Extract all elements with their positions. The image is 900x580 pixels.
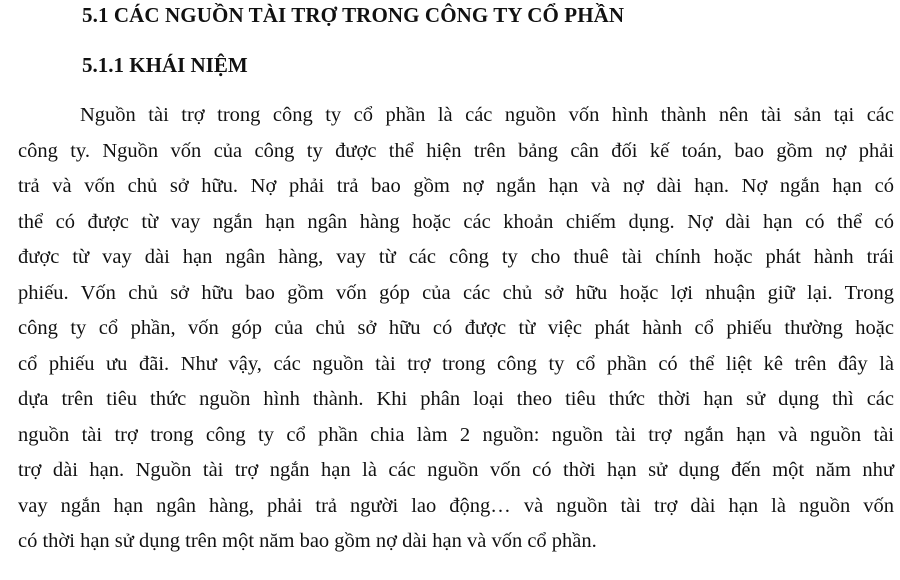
section-title: 5.1 CÁC NGUỒN TÀI TRỢ TRONG CÔNG TY CỔ PHẦN — [82, 3, 625, 27]
paragraph-line: Nguồn tài trợ trong công ty cổ phần là các nguồn vốn hình thành nên tài sản tại các — [80, 104, 894, 126]
paragraph-line: dựa trên tiêu thức nguồn hình thành. Khi phân loại theo tiêu thức thời hạn sử dụng thì các — [18, 388, 894, 410]
body-paragraph — [18, 98, 894, 560]
paragraph-line: cổ phiếu ưu đãi. Như vậy, các nguồn tài trợ trong công ty cổ phần có thể liệt kê trên đây là — [18, 352, 894, 375]
paragraph-line: vay ngắn hạn ngân hàng, phải trả người lao động… và nguồn tài trợ dài hạn là nguồn vốn — [18, 494, 894, 517]
paragraph-line: thể có được từ vay ngắn hạn ngân hàng hoặc các khoản chiếm dụng. Nợ dài hạn có thể có — [18, 210, 894, 233]
paragraph-line: công ty. Nguồn vốn của công ty được thể hiện trên bảng cân đối kế toán, bao gồm nợ phải — [18, 139, 894, 162]
subsection-title: 5.1.1 KHÁI NIỆM — [82, 53, 248, 77]
paragraph-line: có thời hạn sử dụng trên một năm bao gồm nợ dài hạn và vốn cổ phần. — [18, 530, 597, 552]
paragraph-line: phiếu. Vốn chủ sở hữu bao gồm vốn góp của các chủ sở hữu hoặc lợi nhuận giữ lại. Trong — [18, 281, 894, 304]
paragraph-line: trợ dài hạn. Nguồn tài trợ ngắn hạn là các nguồn vốn có thời hạn sử dụng đến một năm như — [18, 459, 894, 481]
paragraph-line: được từ vay dài hạn ngân hàng, vay từ các công ty cho thuê tài chính hoặc phát hành trái — [18, 246, 894, 268]
paragraph-line: nguồn tài trợ trong công ty cổ phần chia làm 2 nguồn: nguồn tài trợ ngắn hạn và nguồn tài — [18, 423, 894, 446]
paragraph-line: công ty cổ phần, vốn góp của chủ sở hữu có được từ việc phát hành cổ phiếu thường hoặc — [18, 317, 894, 339]
paragraph-line: trả và vốn chủ sở hữu. Nợ phải trả bao gồm nợ ngắn hạn và nợ dài hạn. Nợ ngắn hạn có — [18, 175, 894, 197]
